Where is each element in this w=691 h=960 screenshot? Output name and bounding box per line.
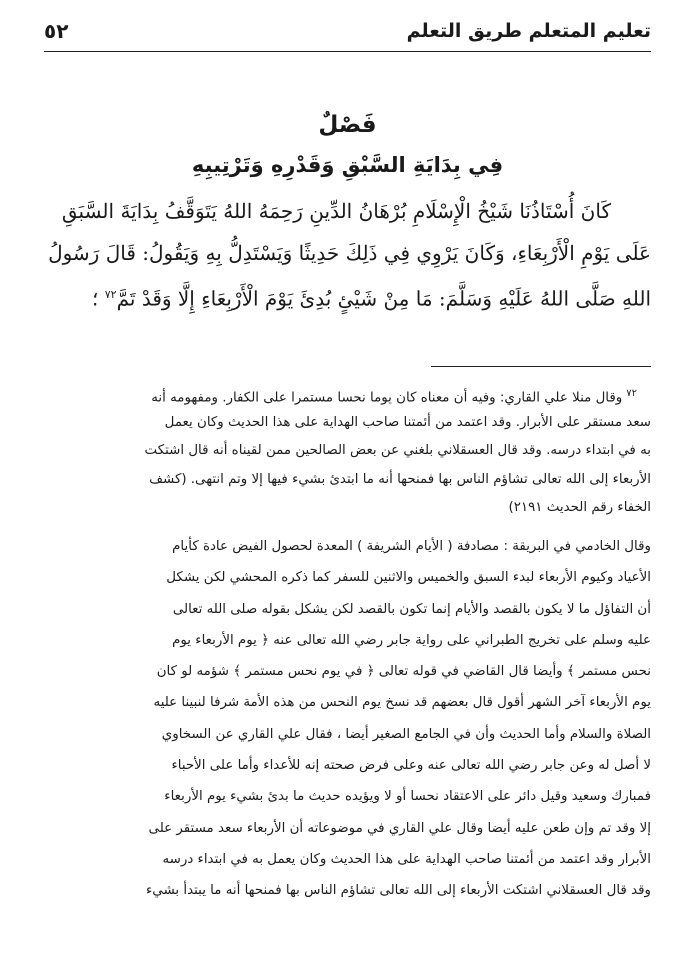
footnote-number: ٧٢ <box>626 388 637 399</box>
section-subtitle: فِي بِدَايَةِ السَّبْقِ وَقَدْرِهِ وَتَرْتِيبِهِ <box>191 153 504 177</box>
footnote-line: نحس مستمر ﴾ وأيضا قال القاضي في قوله تعالى ﴿ في يوم نحس مستمر ﴾ شؤمه لو كان <box>156 664 651 680</box>
line-end-mark: ؛ <box>92 286 99 311</box>
footnote-72 <box>44 380 651 523</box>
footnote-line: الأبرار وقد اعتمد من أئمتنا صاحب الهداية على هذا الحديث وكان يعمل به في ابتداء درسه <box>162 851 651 867</box>
footnote-continuation <box>44 531 651 907</box>
section-title: فَصْلٌ <box>318 112 377 138</box>
footnote-separator <box>431 366 651 367</box>
running-header <box>44 12 651 50</box>
footnote-line: فمبارك وسعيد وقيل دائر على الاعتقاد نحسا أو لا ويؤيده حديث ما بدئ بشيء يوم الأربعاء <box>164 789 651 805</box>
footnote-line: سعد مستقر على الأبرار. وقد اعتمد من أئمتنا صاحب الهداية على هذا الحديث وكان يعمل <box>164 414 651 430</box>
footnote-line: الصلاة والسلام وأما الحديث وأن في الجامع الصغير أيضا ، فقال علي القاري عن السخاوي <box>161 726 651 742</box>
footnote-line: الأربعاء إلى الله تعالى تشاؤم الناس بها فمنحها أنه ما ابتدئ بشيء فيها إلا وتم انتهى. (كشف <box>149 471 651 487</box>
footnote-line: الأعياد وكيوم الأربعاء لبدء السبق والخميس والاثنين للسفر كما ذكره المحشي لكن يشكل <box>166 570 651 586</box>
main-text-line: عَلَى يَوْمِ الْأَرْبِعَاءِ، وَكَانَ يَرْوِي فِي ذَلِكَ حَدِيثًا وَيَسْتَدِلُّ بِهِ وَيَقُولُ: قَالَ رَسُولُ <box>48 241 651 265</box>
footnote-line: به في ابتداء درسه. وقد قال العسقلاني بلغني عن بعض الصالحين ممن لقيناه أنه قال اشتكت <box>144 443 651 459</box>
footnote-line: أن التفاؤل ما لا يكون بالقصد والأيام إنما تكون بالقصد لكن يشكل بقوله صلى الله تعالى <box>172 601 651 617</box>
main-text-line: كَانَ أُسْتَاذُنَا شَيْخُ الْإِسْلَامِ بُرْهَانُ الدِّينِ رَحِمَهُ اللهُ يَتَوَقَّفُ بِدَايَةَ السَّبَقِ <box>61 199 611 223</box>
footnote-reference[interactable]: ٧٢ <box>104 288 117 301</box>
footnotes <box>44 380 651 907</box>
footnote-line: وقال الخادمي في البريقة : مصادفة ( الأيام الشريفة ) المعدة لحصول الفيض عادة كأيام <box>172 538 651 554</box>
footnote-line: يوم الأربعاء آخر الشهر أقول قال بعضهم قد نسخ يوم النحس من هذه الأمة شرفا لنبينا عليه <box>153 695 651 711</box>
main-text-line <box>44 274 651 316</box>
footnote-line: عليه وسلم على تخريج الطبراني على رواية جابر رضي الله تعالى عنه ﴿ يوم الأربعاء يوم <box>172 632 651 648</box>
page-number: ٥٢ <box>44 19 69 43</box>
footnote-line: إلا وقد تم وإن طعن عليه أيضا وقال علي القاري في موضوعاته أن الأربعاء سعد مستقر على <box>148 820 651 836</box>
footnote-line-content: وقال منلا علي القاري: وفيه أن معناه كان يوما نحسا مستمرا على الكفار. ومفهومه أنه <box>151 390 623 406</box>
footnote-line: وقد قال العسقلاني اشتكت الأربعاء إلى الله تعالى تشاؤم الناس بها فمنحها أنه ما يبتدأ بشيء <box>145 883 651 899</box>
footnote-line <box>44 380 651 409</box>
footnote-line: الخفاء رقم الحديث ٢١٩١) <box>508 500 651 516</box>
header-rule <box>44 51 651 52</box>
main-text <box>44 190 651 316</box>
footnote-line: لا أصل له وعن جابر رضي الله تعالى عنه وعلى فرض صحته إنه للأعداء وأما على الأحباء <box>171 758 651 774</box>
main-text-line-content: اللهِ صَلَّى اللهُ عَلَيْهِ وَسَلَّمَ: مَا مِنْ شَيْئٍ بُدِئَ يَوْمَ الْأَرْبِعَاءِ إِلَّا وَقَدْ تَمَّ <box>116 286 651 311</box>
header-title: تعليم المتعلم طريق التعلم <box>406 20 651 42</box>
